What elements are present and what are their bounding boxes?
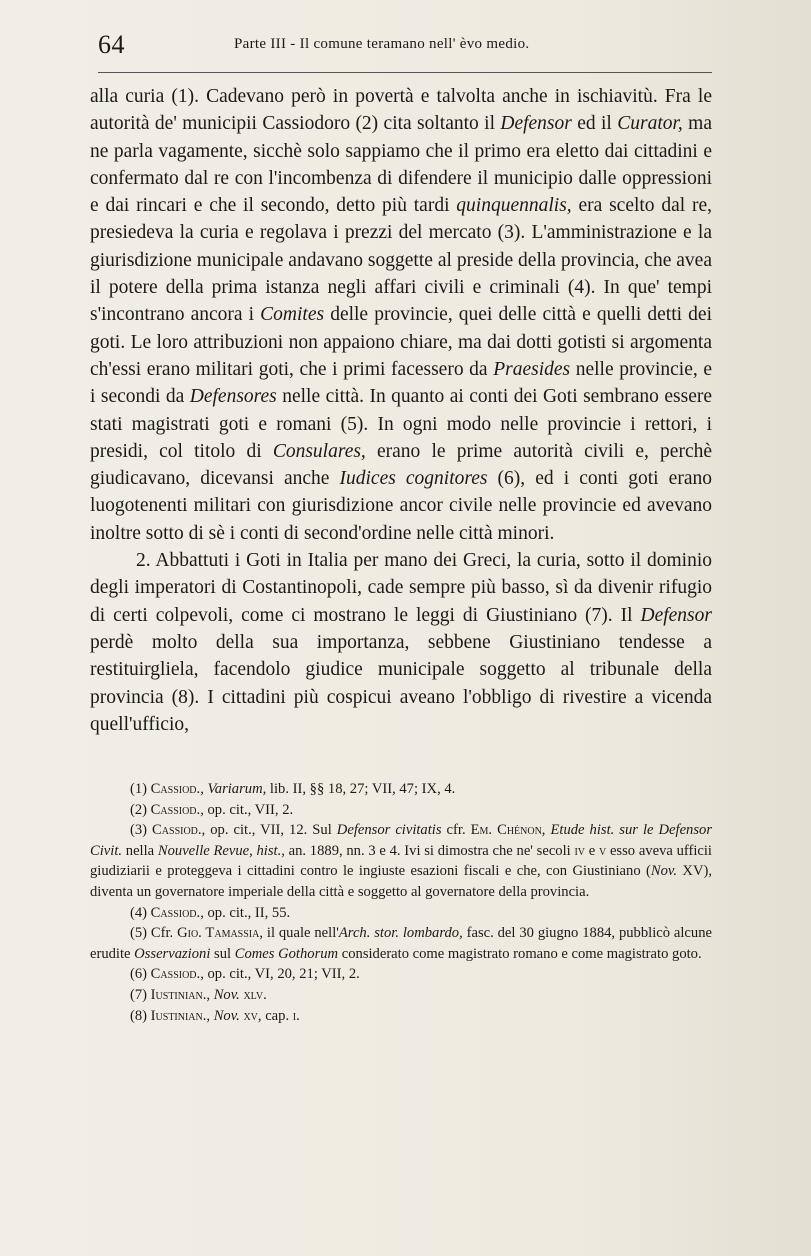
italic-run: Etude hist. sur le Defensor Civit. (90, 822, 713, 859)
italic-run: Defensor (500, 113, 572, 135)
paragraph: 2. Abbattuti i Goti in Italia per mano dei Greci, la curia, sotto il dominio degli imperatori di Costantinopoli, cade sempre più basso, sì da divenir rifugio di certi colpevoli, come ci mostrano le leggi di Giustiniano (7). Il Defensor perdè molto della sua importanza, sebbene Giustiniano tendesse a restituirgliela, facendolo giudice municipale soggetto al tribunale della provincia (8). I cittadini più cospicui aveano l'obbligo di rivestire a vicenda quell'ufficio, (90, 550, 712, 735)
italic-run: Variarum, (207, 781, 267, 797)
small-caps-run: Cassiod. (150, 801, 201, 818)
italic-run: Iudices cognitores (339, 468, 488, 490)
small-caps-run: xv (243, 1007, 258, 1024)
small-caps-run: Cassiod. (152, 822, 202, 839)
footnote: (8) Iustinian., Nov. xv, cap. i. (130, 1007, 300, 1024)
small-caps-run: i (292, 1007, 297, 1024)
italic-run: Comites (260, 304, 325, 326)
small-caps-run: Cassiod. (150, 904, 201, 921)
page-header (98, 30, 712, 74)
italic-run: Praesides (493, 358, 571, 380)
small-caps-run: Cassiod. (150, 781, 201, 797)
italic-run: Nov. (213, 1007, 240, 1024)
footnote: (5) Cfr. Gio. Tamassia, il quale nell'Arch. stor. lombardo, fasc. del 30 giugno 1884, pubblicò alcune erudite Osservazioni sul Comes Gothorum considerato come magistrato romano e come magistrato goto. (90, 925, 712, 962)
footnote: (6) Cassiod., op. cit., VI, 20, 21; VII, 2. (130, 966, 360, 983)
italic-run: Defensor civitatis (336, 822, 442, 839)
main-text (90, 83, 712, 738)
italic-run: Curator, (617, 113, 683, 135)
small-caps-run: Iustinian. (150, 986, 207, 1003)
footnote: (3) Cassiod., op. cit., VII, 12. Sul Defensor civitatis cfr. Em. Chénon, Etude hist. sur le Defensor Civit. nella Nouvelle Revue, hist., an. 1889, nn. 3 e 4. Ivi si dimostra che ne' secoli iv e v esso aveva ufficii giudiziarii e proteggeva i cittadini contro le ingiuste esazioni fiscali e che, con Giustiniano (Nov. XV), diventa un governatore imperiale della città e soggetto al governatore della provincia. (90, 822, 713, 900)
small-caps-run: iv (574, 842, 586, 859)
footnote: (7) Iustinian., Nov. xlv. (130, 986, 267, 1003)
small-caps-run: Cassiod. (150, 966, 201, 983)
italic-run: Osservazioni (134, 945, 211, 962)
paragraph: alla curia (1). Cadevano però in povertà e talvolta anche in ischiavitù. Fra le autorità de' municipii Cassiodoro (2) cita soltanto il Defensor ed il Curator, ma ne parla vagamente, sicchè solo sappiamo che il primo era eletto dai cittadini e confermato dal re con l'incombenza di difendere il municipio dalle oppressioni e dai rincari e che il secondo, detto più tardi quinquennalis, era scelto dal re, presiedeva la curia e regolava i prezzi del mercato (3). L'amministrazione e la giurisdizione municipale andavano soggette al preside della provincia, che avea il potere della prima istanza negli affari civili e criminali (4). In que' tempi s'incontrano ancora i Comites delle provincie, quei delle città e quelli detti dei goti. Le loro attribuzioni non appaiono chiare, ma dai dotti gotisti si argomenta ch'essi erano militari goti, che i primi facessero da Praesides nelle provincie, e i secondi da Defensores nelle città. In quanto ai conti dei Goti sembrano essere stati magistrati goti e romani (5). In ogni modo nelle provincie i rettori, i presidi, col titolo di Consulares, erano le prime autorità civili e, perchè giudicavano, dicevansi anche Iudices cognitores (6), ed i conti goti erano luogotenenti militari con giurisdizione ancor civile nelle provincie ed avevano inoltre sotto di sè i conti di second'ordine nelle città minori. (90, 86, 713, 544)
italic-run: Arch. stor. lombardo, (338, 925, 463, 942)
header-rule (98, 72, 712, 73)
footnotes (90, 779, 712, 1026)
small-caps-run: Gio. Tamassia, (177, 925, 264, 942)
running-title: Parte III - Il comune teramano nell' èvo medio. (234, 36, 530, 52)
small-caps-run: v (598, 842, 607, 859)
page-number: 64 (98, 30, 125, 59)
italic-run: Defensor (640, 604, 712, 626)
italic-run: Nouvelle Revue, hist. (157, 842, 282, 859)
italic-run: quinquennalis, (456, 195, 572, 217)
italic-run: Defensores (189, 386, 277, 408)
footnote: (4) Cassiod., op. cit., II, 55. (130, 904, 291, 921)
footnote: (1) Cassiod., Variarum, lib. II, §§ 18, 27; VII, 47; IX, 4. (130, 781, 456, 797)
italic-run: Nov. (213, 986, 240, 1003)
small-caps-run: Em. Chénon, (470, 822, 546, 839)
small-caps-run: Iustinian. (150, 1007, 207, 1024)
italic-run: Consulares, (272, 440, 366, 462)
italic-run: Nov. (650, 863, 677, 880)
small-caps-run: xlv (243, 986, 264, 1003)
footnote: (2) Cassiod., op. cit., VII, 2. (130, 801, 294, 818)
italic-run: Comes Gothorum (234, 945, 339, 962)
